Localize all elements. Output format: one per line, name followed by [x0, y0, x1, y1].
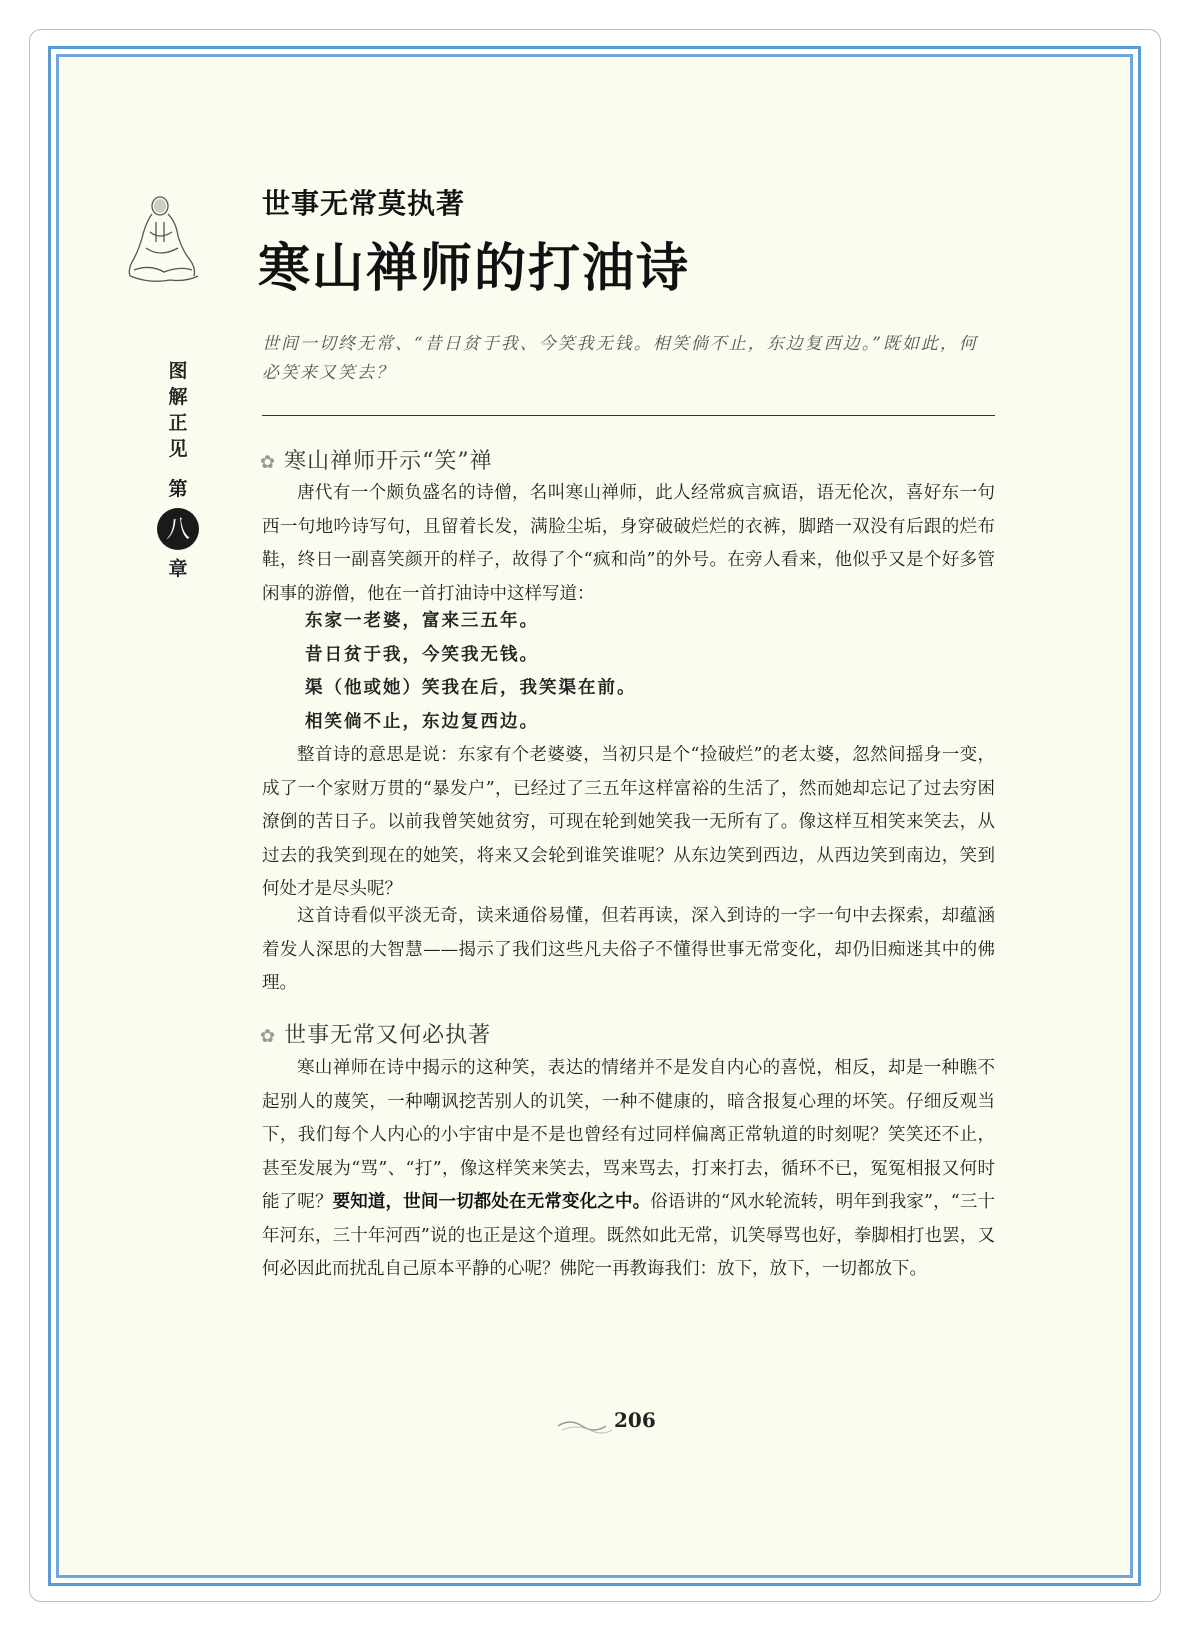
- intro-paragraph: 世间一切终无常、“昔日贫于我、今笑我无钱。相笑倘不止，东边复西边。”既如此，何必笑来又笑去？: [262, 334, 978, 383]
- body-paragraph: [262, 739, 995, 907]
- page-title: 寒山禅师的打油诗: [258, 238, 691, 299]
- paragraph: 整首诗的意思是说：东家有个老婆婆，当初只是个“捡破烂”的老太婆，忽然间摇身一变，成了一个家财万贯的“暴发户”，已经过了三五年这样富裕的生活了，然而她却忘记了过去穷困潦倒的苦日子。以前我曾笑她贫穷，可现在轮到她笑我一无所有了。像这样互相笑来笑去，从过去的我笑到现在的她笑，将来又会轮到谁笑谁呢？从东边笑到西边，从西边笑到南边，笑到何处才是尽头呢？: [262, 745, 995, 899]
- poem: [305, 605, 637, 739]
- divider: [262, 415, 995, 416]
- body-paragraph: [262, 1052, 995, 1287]
- monk-illustration: [120, 192, 206, 288]
- section-ornament-icon: ✿: [260, 1026, 277, 1047]
- poem-line: 昔日贫于我，今笑我无钱。: [305, 644, 539, 665]
- chapter-prefix: 第: [168, 478, 188, 500]
- section-heading-text: 世事无常又何必执著: [284, 1023, 492, 1048]
- section-ornament-icon: ✿: [260, 452, 277, 473]
- chapter-suffix: 章: [168, 558, 188, 580]
- body-paragraph: [262, 477, 995, 611]
- body-paragraph: [262, 900, 995, 1001]
- poem-line: 东家一老婆，富来三五年。: [305, 611, 539, 631]
- paragraph: 唐代有一个颇负盛名的诗僧，名叫寒山禅师，此人经常疯言疯语，语无伦次，喜好东一句西一句地吟诗写句，且留着长发，满脸尘垢，身穿破破烂烂的衣裤，脚踏一双没有后跟的烂布鞋，终日一副喜笑颜开的样子，故得了个“疯和尚”的外号。在旁人看来，他似乎又是个好多管闲事的游僧，他在一首打油诗中这样写道：: [262, 483, 995, 604]
- section-heading-text: 寒山禅师开示“笑”禅: [284, 449, 493, 474]
- poem-line: 渠（他或她）笑我在后，我笑渠在前。: [305, 678, 637, 698]
- page-kicker: 世事无常莫执著: [262, 187, 466, 220]
- series-char: 解: [168, 386, 188, 408]
- section-heading: [260, 444, 493, 475]
- series-char: 正: [168, 412, 188, 434]
- paragraph: 寒山禅师在诗中揭示的这种笑，表达的情绪并不是发自内心的喜悦，相反，却是一种瞧不起别人的蔑笑，一种嘲讽挖苦别人的讥笑，一种不健康的，暗含报复心理的坏笑。仔细反观当下，我们每个人内心的小宇宙中是不是也曾经有过同样偏离正常轨道的时刻呢？笑笑还不止，甚至发展为“骂”、“打”，像这样笑来笑去，骂来骂去，打来打去，循环不已，冤冤相报又何时能了呢？要知道，世间一切都处在无常变化之中。俗语讲的“风水轮流转，明年到我家”，“三十年河东，三十年河西”说的也正是这个道理。既然如此无常，讥笑辱骂也好，拳脚相打也罢，又何必因此而扰乱自己原本平静的心呢？佛陀一再教诲我们：放下，放下，一切都放下。: [262, 1058, 996, 1279]
- emphasis-text: 要知道，世间一切都处在无常变化之中。: [332, 1192, 651, 1212]
- paragraph: 这首诗看似平淡无奇，读来通俗易懂，但若再读，深入到诗的一字一句中去探索，却蕴涵着发人深思的大智慧——揭示了我们这些凡夫俗子不懂得世事无常变化，却仍旧痴迷其中的佛理。: [262, 906, 995, 993]
- chapter-number-badge: 八: [157, 508, 199, 550]
- series-char: 图: [168, 360, 188, 382]
- series-char: 见: [168, 438, 188, 460]
- chapter-sidebar: [158, 358, 198, 582]
- page-number: 206: [614, 1408, 656, 1432]
- poem-line: 相笑倘不止，东边复西边。: [305, 711, 539, 732]
- section-heading: [260, 1018, 491, 1049]
